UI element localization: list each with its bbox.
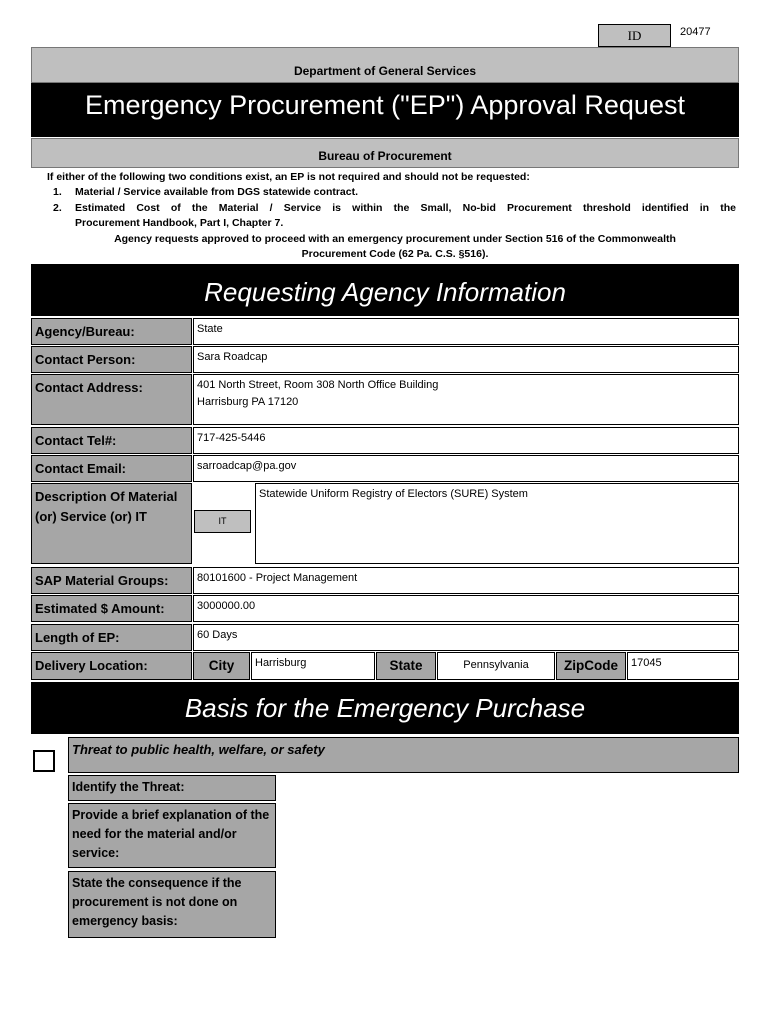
agency-bureau-label: Agency/Bureau: xyxy=(31,318,192,345)
contact-email-field[interactable]: sarroadcap@pa.gov xyxy=(193,455,739,482)
contact-person-label: Contact Person: xyxy=(31,346,192,373)
description-type-button[interactable]: IT xyxy=(194,510,251,533)
condition-2-text: Estimated Cost of the Material / Service is within the Small, No-bid Procurement threshold identified in the xyxy=(75,202,736,214)
length-of-ep-field[interactable]: 60 Days xyxy=(193,624,739,651)
consequence-label: State the consequence if the procurement is not done on emergency basis: xyxy=(68,871,276,938)
department-name: Department of General Services xyxy=(293,64,477,78)
contact-email-label: Contact Email: xyxy=(31,455,192,482)
section-title-basis: Basis for the Emergency Purchase xyxy=(31,682,739,734)
contact-address-line-1: 401 North Street, Room 308 North Office Building xyxy=(197,379,439,391)
state-field[interactable]: Pennsylvania xyxy=(437,652,555,680)
explanation-label: Provide a brief explanation of the need for the material and/or service: xyxy=(68,803,276,868)
identify-threat-label: Identify the Threat: xyxy=(68,775,276,801)
threat-checkbox-label: Threat to public health, welfare, or safety xyxy=(68,737,739,773)
conditions-intro: If either of the following two conditions exist, an EP is not required and should not be requested: xyxy=(47,171,530,183)
city-field[interactable]: Harrisburg xyxy=(251,652,375,680)
zipcode-label: ZipCode xyxy=(556,652,626,680)
condition-1-number: 1. xyxy=(53,186,62,198)
id-value: 20477 xyxy=(680,26,711,38)
agency-note-line-2: Procurement Code (62 Pa. C.S. §516). xyxy=(301,248,489,260)
agency-note-line-1: Agency requests approved to proceed with an emergency procurement under Section 516 of the Commonwealth xyxy=(114,233,676,245)
form-title: Emergency Procurement ("EP") Approval Request xyxy=(31,83,739,137)
description-field[interactable]: Statewide Uniform Registry of Electors (SURE) System xyxy=(255,483,739,564)
section-title-agency: Requesting Agency Information xyxy=(31,264,739,316)
contact-tel-field[interactable]: 717-425-5446 xyxy=(193,427,739,454)
contact-address-field[interactable] xyxy=(193,374,739,425)
agency-authorization-note xyxy=(40,232,750,262)
contact-address-line-2: Harrisburg PA 17120 xyxy=(197,396,299,408)
zipcode-field[interactable]: 17045 xyxy=(627,652,739,680)
id-label: ID xyxy=(598,24,671,47)
estimated-amount-label: Estimated $ Amount: xyxy=(31,595,192,622)
contact-person-field[interactable]: Sara Roadcap xyxy=(193,346,739,373)
condition-2-number: 2. xyxy=(53,202,62,214)
sap-material-groups-field[interactable]: 80101600 - Project Management xyxy=(193,567,739,594)
delivery-location-label: Delivery Location: xyxy=(31,652,192,680)
estimated-amount-field[interactable]: 3000000.00 xyxy=(193,595,739,622)
bureau-band: Bureau of Procurement xyxy=(31,138,739,168)
department-band xyxy=(31,47,739,83)
contact-address-label: Contact Address: xyxy=(31,374,192,425)
sap-material-groups-label: SAP Material Groups: xyxy=(31,567,192,594)
city-label: City xyxy=(193,652,250,680)
contact-tel-label: Contact Tel#: xyxy=(31,427,192,454)
threat-checkbox[interactable] xyxy=(33,750,55,772)
condition-2-text-continued: Procurement Handbook, Part I, Chapter 7. xyxy=(75,217,284,229)
length-of-ep-label: Length of EP: xyxy=(31,624,192,651)
description-label: Description Of Material (or) Service (or) IT xyxy=(31,483,192,564)
state-label: State xyxy=(376,652,436,680)
agency-bureau-field[interactable]: State xyxy=(193,318,739,345)
condition-1-text: Material / Service available from DGS statewide contract. xyxy=(75,186,359,198)
